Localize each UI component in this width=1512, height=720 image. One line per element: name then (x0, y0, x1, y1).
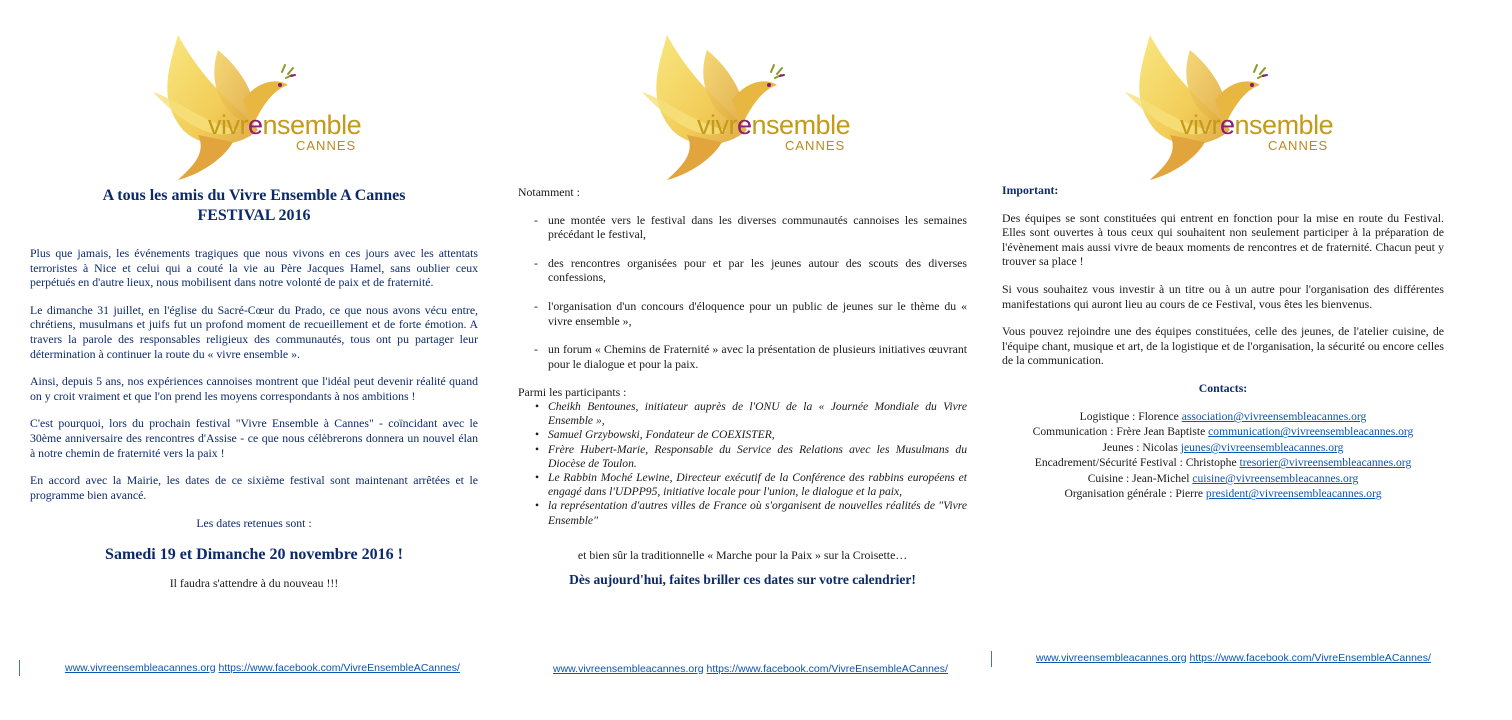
divider (19, 660, 20, 676)
list-item: • la représentation d'autres villes de France où s'organisent de nouvelles réalités de "Vivre Ensemble" (518, 499, 967, 527)
footer (1036, 652, 1431, 664)
email-link[interactable]: tresorier@vivreensembleacannes.org (1239, 456, 1412, 470)
closing-text: Il faudra s'attendre à du nouveau !!! (169, 575, 339, 590)
contact-row: Encadrement/Sécurité Festival : Christophe tresorier@vivreensembleacannes.org (1034, 456, 1412, 470)
logo-city: CANNES (1268, 138, 1329, 153)
march-text: et bien sûr la traditionnelle « Marche pour la Paix » sur la Croisette… (577, 547, 908, 562)
paragraph: Vous pouvez rejoindre une des équipes constituées, celle des jeunes, de l'atelier cuisine, de l'équipe chant, musique et art, de la logistique et de l'organisation, la sécurité ou encore celles de la communication. (1002, 324, 1444, 368)
page-3 (1002, 0, 1512, 720)
list-item: - une montée vers le festival dans les diverses communautés cannoises les semaines précédant le festival, (518, 213, 967, 242)
logo-text: vivrensemble (1180, 110, 1334, 140)
email-link[interactable]: president@vivreensembleacannes.org (1205, 487, 1382, 501)
logo (637, 30, 857, 180)
dove-icon (148, 30, 298, 180)
divider (991, 651, 992, 667)
logo (1120, 30, 1340, 180)
festival-title: FESTIVAL 2016 (197, 207, 311, 224)
intro-text: Notamment : (518, 185, 580, 199)
paragraph: Plus que jamais, les événements tragiques que nous vivons en ces jours avec les attentats terroristes à Nice et celui qui a couté la vie au Père Jacques Hamel, sans oublier ceux perpétués en d'autre lieux, nous mobilisent dans notre volonté de paix et de fraternité. (30, 246, 478, 290)
paragraph: En accord avec la Mairie, les dates de ce sixième festival sont maintenant arrêtées et le programme bien avancé. (30, 473, 478, 502)
list-item: • Frère Hubert-Marie, Responsable du Service des Relations avec les Musulmans du Diocèse de Toulon. (518, 443, 967, 471)
list-item: - des rencontres organisées pour et par les jeunes autour des scouts des diverses confessions, (518, 256, 967, 285)
logo-city: CANNES (785, 138, 846, 153)
contact-row: Cuisine : Jean-Michel cuisine@vivreensembleacannes.org (1087, 471, 1359, 485)
important-heading: Important: (1002, 183, 1059, 197)
contact-row: Communication : Frère Jean Baptiste communication@vivreensembleacannes.org (1032, 425, 1414, 439)
facebook-link[interactable]: https://www.facebook.com/VivreEnsembleACannes/ (218, 662, 460, 674)
activity-list (518, 213, 967, 372)
footer (65, 662, 460, 674)
logo-city: CANNES (296, 138, 357, 153)
list-item: • Cheikh Bentounes, initiateur auprès de l'ONU de la « Journée Mondiale du Vivre Ensemble », (518, 400, 967, 428)
list-item: • Samuel Grzybowski, Fondateur de COEXISTER, (518, 428, 967, 442)
email-link[interactable]: cuisine@vivreensembleacannes.org (1192, 471, 1359, 485)
site-link[interactable]: www.vivreensembleacannes.org (65, 662, 216, 674)
participants-title: Parmi les participants : (518, 385, 627, 400)
participants-list (518, 400, 967, 528)
logo-text: vivrensemble (697, 110, 851, 140)
page-title: A tous les amis du Vivre Ensemble A Cannes (102, 187, 406, 204)
contact-row: Jeunes : Nicolas jeunes@vivreensembleacannes.org (1102, 440, 1344, 454)
dove-icon (637, 30, 787, 180)
list-item: - l'organisation d'un concours d'éloquence pour un public de jeunes sur le thème du « vivre ensemble », (518, 299, 967, 328)
facebook-link[interactable]: https://www.facebook.com/VivreEnsembleACannes/ (706, 663, 948, 675)
dove-icon (1120, 30, 1270, 180)
paragraph: C'est pourquoi, lors du prochain festival "Vivre Ensemble à Cannes" - coïncidant avec le 30ème anniversaire des rencontres d'Assise - ce que nous célèbrerons donnera un nouvel élan à notre chemin de fraternité vers la paix ! (30, 416, 478, 460)
dates-intro: Les dates retenues sont : (196, 516, 312, 531)
email-link[interactable]: association@vivreensembleacannes.org (1181, 409, 1367, 423)
contact-row: Organisation générale : Pierre president@vivreensembleacannes.org (1064, 487, 1382, 501)
festival-dates: Samedi 19 et Dimanche 20 novembre 2016 ! (105, 545, 403, 563)
paragraph: Ainsi, depuis 5 ans, nos expériences cannoises montrent que l'idéal peut devenir réalité quand on y croit vraiment et que l'on prend les moyens correspondants à nos ambitions ! (30, 374, 478, 403)
logo (148, 30, 368, 180)
logo-text: vivrensemble (208, 110, 362, 140)
contact-row: Logistique : Florence association@vivreensembleacannes.org (1079, 409, 1367, 423)
paragraph: Des équipes se sont constituées qui entrent en fonction pour la mise en route du Festival. Elles sont ouvertes à tous ceux qui souhaitent non seulement participer à la préparation de l'évènement mais aussi vivre de beaux moments de rencontres et de fraternité. Chacun peut y trouver sa place ! (1002, 210, 1444, 269)
email-link[interactable]: jeunes@vivreensembleacannes.org (1180, 440, 1344, 454)
page-2 (504, 0, 1008, 720)
page-1 (0, 0, 504, 720)
footer (553, 663, 948, 675)
paragraph: Le dimanche 31 juillet, en l'église du Sacré-Cœur du Prado, ce que nous avons vécu entre, chrétiens, musulmans et juifs fut un profond moment de recueillement et de forte émotion. A travers la parole des responsables religieux des communautés, tous ont pu partager leur détermination à continuer la route du « vivre ensemble ». (30, 302, 478, 361)
facebook-link[interactable]: https://www.facebook.com/VivreEnsembleACannes/ (1189, 652, 1431, 664)
paragraph: Si vous souhaitez vous investir à un titre ou à un autre pour l'organisation des différentes manifestations qui auront lieu au cours de ce Festival, vous êtes les bienvenus. (1002, 281, 1444, 311)
site-link[interactable]: www.vivreensembleacannes.org (553, 663, 704, 675)
calendar-text: Dès aujourd'hui, faites briller ces dates sur votre calendrier! (569, 572, 916, 588)
site-link[interactable]: www.vivreensembleacannes.org (1036, 652, 1187, 664)
contacts-heading: Contacts: (1198, 380, 1248, 395)
list-item: • Le Rabbin Moché Lewine, Directeur exécutif de la Conférence des rabbins européens et engagé dans l'UDPP95, initiative locale pour l'union, le dialogue et la paix, (518, 471, 967, 499)
email-link[interactable]: communication@vivreensembleacannes.org (1208, 425, 1414, 439)
contacts-list (1002, 409, 1444, 502)
list-item: - un forum « Chemins de Fraternité » avec la présentation de plusieurs initiatives œuvrant pour le dialogue et pour la paix. (518, 342, 967, 371)
